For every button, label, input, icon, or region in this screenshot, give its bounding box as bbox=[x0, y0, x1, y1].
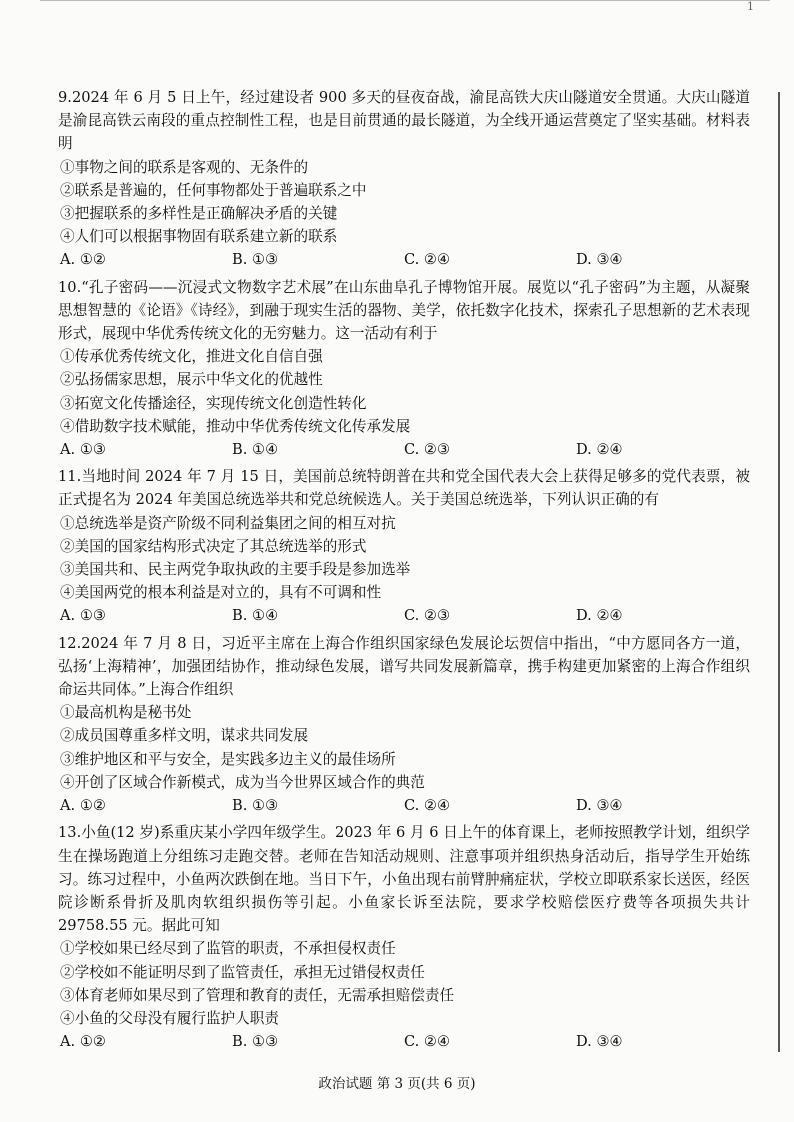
statement-1: ①事物之间的联系是客观的、无条件的 bbox=[60, 158, 309, 176]
question-9 bbox=[58, 86, 750, 272]
option-d[interactable]: D. ③④ bbox=[576, 251, 623, 269]
option-c[interactable]: C. ②③ bbox=[404, 441, 451, 459]
statement-3: ③拓宽文化传播途径，实现传统文化创造性转化 bbox=[60, 394, 367, 412]
right-margin-line bbox=[778, 92, 780, 1052]
statement-2: ②成员国尊重多样文明，谋求共同发展 bbox=[60, 727, 309, 745]
option-c[interactable]: C. ②④ bbox=[404, 797, 451, 815]
option-d[interactable]: D. ③④ bbox=[576, 1033, 623, 1051]
question-stem bbox=[58, 465, 750, 511]
option-a[interactable]: A. ①② bbox=[60, 251, 106, 269]
option-b[interactable]: B. ①③ bbox=[232, 251, 279, 269]
page-corner-mark: 1 bbox=[747, 0, 754, 13]
question-text: 2024 年 6 月 5 日上午，经过建设者 900 多天的昼夜奋战，渝昆高铁大庆山隧道安全贯通。大庆山隧道是渝昆高铁云南段的重点控制性工程，也是目前贯通的最长隧道，为全线开通运营奠定了坚实基础。材料表明 bbox=[58, 89, 750, 153]
question-number: 10. bbox=[58, 278, 82, 296]
statement-4: ④开创了区域合作新模式，成为当今世界区域合作的典范 bbox=[60, 773, 425, 791]
statement-1: ①总统选举是资产阶级不同利益集团之间的相互对抗 bbox=[60, 514, 396, 532]
question-11 bbox=[58, 465, 750, 627]
option-d[interactable]: D. ②④ bbox=[576, 441, 623, 459]
statement-2: ②联系是普遍的，任何事物都处于普遍联系之中 bbox=[60, 181, 367, 199]
question-stem bbox=[58, 821, 750, 937]
question-13 bbox=[58, 821, 750, 1053]
statement-4: ④人们可以根据事物固有联系建立新的联系 bbox=[60, 228, 338, 246]
option-c[interactable]: C. ②④ bbox=[404, 251, 451, 269]
option-a[interactable]: A. ①③ bbox=[60, 441, 106, 459]
answer-options bbox=[58, 248, 750, 271]
answer-options bbox=[58, 438, 750, 461]
option-a[interactable]: A. ①③ bbox=[60, 607, 106, 625]
question-text: 小鱼(12 岁)系重庆某小学四年级学生。2023 年 6 月 6 日上午的体育课上，老师按照教学计划，组织学生在操场跑道上分组练习走跑交替。老师在告知活动规则、注意事项并组织热身活动后，指导学生开始练习。练习过程中，小鱼两次跌倒在地。当日下午，小鱼出现右前臂肿痛症状，学校立即联系家长送医，经医院诊断系骨折及肌肉软组织损伤等引起。小鱼家长诉至法院，要求学校赔偿医疗费等各项损失共计 29758.55 元。据此可知 bbox=[58, 824, 750, 935]
question-number: 11. bbox=[58, 468, 82, 486]
option-b[interactable]: B. ①④ bbox=[232, 607, 279, 625]
statement-4: ④美国两党的根本利益是对立的，具有不可调和性 bbox=[60, 584, 382, 602]
statement-3: ③美国共和、民主两党争取执政的主要手段是参加选举 bbox=[60, 561, 411, 579]
question-number: 12. bbox=[58, 634, 82, 652]
answer-options bbox=[58, 794, 750, 817]
question-10 bbox=[58, 276, 750, 462]
statement-1: ①学校如果已经尽到了监管的职责，不承担侵权责任 bbox=[60, 940, 396, 958]
question-text: 2024 年 7 月 8 日，习近平主席在上海合作组织国家绿色发展论坛贺信中指出，“中方愿同各方一道，弘扬‘上海精神’，加强团结协作，推动绿色发展，谱写共同发展新篇章，携手构建更加紧密的上海合作组织命运共同体。”上海合作组织 bbox=[58, 634, 750, 699]
statement-2: ②美国的国家结构形式决定了其总统选举的形式 bbox=[60, 537, 367, 555]
option-b[interactable]: B. ①③ bbox=[232, 797, 279, 815]
statement-3: ③体育老师如果尽到了管理和教育的责任，无需承担赔偿责任 bbox=[60, 986, 455, 1004]
option-d[interactable]: D. ②④ bbox=[576, 607, 623, 625]
option-c[interactable]: C. ②④ bbox=[404, 1033, 451, 1051]
question-number: 9. bbox=[58, 89, 72, 106]
statement-2: ②弘扬儒家思想，展示中华文化的优越性 bbox=[60, 371, 323, 389]
statement-3: ③把握联系的多样性是正确解决矛盾的关键 bbox=[60, 205, 338, 223]
statement-1: ①最高机构是秘书处 bbox=[60, 704, 192, 722]
option-b[interactable]: B. ①④ bbox=[232, 441, 279, 459]
option-a[interactable]: A. ①② bbox=[60, 797, 106, 815]
question-text: “孔子密码——沉浸式文物数字艺术展”在山东曲阜孔子博物馆开展。展览以“孔子密码”为主题，从凝聚思想智慧的《论语》《诗经》，到融于现实生活的器物、美学，依托数字化技术，探索孔子思想新的艺术表现形式，展现中华优秀传统文化的无穷魅力。这一活动有利于 bbox=[58, 278, 750, 343]
option-a[interactable]: A. ①② bbox=[60, 1033, 106, 1051]
statement-3: ③维护地区和平与安全，是实践多边主义的最佳场所 bbox=[60, 750, 396, 768]
top-edge-line bbox=[40, 0, 770, 1]
statement-2: ②学校如不能证明尽到了监管责任，承担无过错侵权责任 bbox=[60, 963, 425, 981]
question-stem bbox=[58, 276, 750, 346]
question-12 bbox=[58, 632, 750, 818]
question-text: 当地时间 2024 年 7 月 15 日，美国前总统特朗普在共和党全国代表大会上获得足够多的党代表票，被正式提名为 2024 年美国总统选举共和党总统候选人。关于美国总统选举，下列认识正确的有 bbox=[58, 468, 750, 509]
question-number: 13. bbox=[58, 824, 82, 842]
question-stem bbox=[58, 632, 750, 702]
answer-options bbox=[58, 604, 750, 627]
option-c[interactable]: C. ②③ bbox=[404, 607, 451, 625]
option-d[interactable]: D. ③④ bbox=[576, 797, 623, 815]
page-footer: 政治试题 第 3 页(共 6 页) bbox=[318, 1076, 476, 1092]
statement-1: ①传承优秀传统文化，推进文化自信自强 bbox=[60, 348, 323, 366]
question-list bbox=[58, 86, 750, 1057]
question-stem bbox=[58, 86, 750, 156]
statement-4: ④小鱼的父母没有履行监护人职责 bbox=[60, 1009, 279, 1027]
answer-options bbox=[58, 1030, 750, 1053]
option-b[interactable]: B. ①③ bbox=[232, 1033, 279, 1051]
statement-4: ④借助数字技术赋能，推动中华优秀传统文化传承发展 bbox=[60, 417, 411, 435]
